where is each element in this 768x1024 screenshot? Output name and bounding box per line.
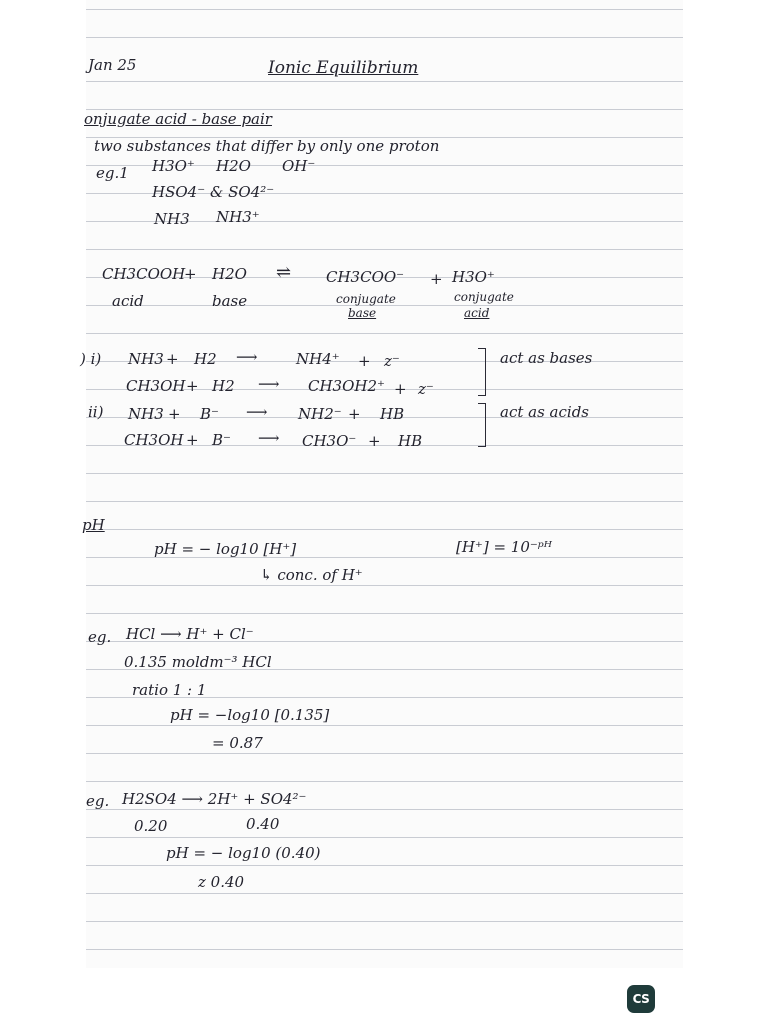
reaction-plus: + bbox=[394, 380, 407, 398]
reaction-byproduct: z⁻ bbox=[418, 380, 434, 398]
ph-formula-note: ↳ conc. of H⁺ bbox=[260, 566, 363, 584]
eq-lhs1: CH3COOH bbox=[102, 265, 186, 283]
group2-marker: ii) bbox=[88, 403, 104, 421]
example1-ph-line1: pH = −log10 [0.135] bbox=[170, 706, 330, 724]
reaction-plus: + bbox=[186, 377, 199, 395]
eq-rhs2: H3O⁺ bbox=[452, 268, 495, 286]
reaction-reagent: B⁻ bbox=[212, 431, 231, 449]
conjugate-heading: onjugate acid - base pair bbox=[84, 110, 272, 128]
row2-item1: HSO4⁻ bbox=[152, 183, 206, 201]
example1-ph-line2: = 0.87 bbox=[212, 734, 263, 752]
example2-label: eg. bbox=[86, 792, 110, 810]
page-title: Ionic Equilibrium bbox=[268, 58, 419, 78]
reaction-product: CH3OH2⁺ bbox=[308, 377, 385, 395]
label-acid: acid bbox=[112, 292, 144, 310]
equilibrium-arrow: ⇌ bbox=[276, 262, 292, 283]
label-conjugate-acid-1: conjugate bbox=[454, 290, 514, 304]
row1-item1: H3O⁺ bbox=[152, 157, 195, 175]
group1-note: act as bases bbox=[500, 349, 593, 367]
eq-lhs2: H2O bbox=[212, 265, 247, 283]
eg-label: eg.1 bbox=[96, 164, 129, 182]
label-conjugate-base-2: base bbox=[348, 306, 377, 320]
example1-concentration: 0.135 moldm⁻³ HCl bbox=[124, 653, 272, 671]
date: Jan 25 bbox=[88, 56, 137, 74]
group1-marker: ) i) bbox=[80, 350, 102, 368]
camscanner-logo: CS bbox=[627, 985, 655, 1013]
ph-formula: pH = − log10 [H⁺] bbox=[154, 540, 297, 558]
h-concentration-formula: [H⁺] = 10⁻ᵖᴴ bbox=[456, 538, 553, 556]
reaction-arrow: ⟶ bbox=[246, 403, 268, 421]
reaction-reagent: H2 bbox=[194, 350, 217, 368]
conjugate-definition: two substances that differ by only one proton bbox=[94, 137, 440, 155]
example1-label: eg. bbox=[88, 628, 112, 646]
reaction-row: CH3OH bbox=[126, 377, 186, 395]
eq-plus2: + bbox=[430, 270, 443, 288]
reaction-product: CH3O⁻ bbox=[302, 432, 357, 450]
reaction-row: NH3 bbox=[128, 350, 164, 368]
label-conjugate-base-1: conjugate bbox=[336, 292, 396, 306]
bracket bbox=[478, 403, 486, 447]
reaction-plus: + bbox=[358, 352, 371, 370]
reaction-row: NH3 bbox=[128, 405, 164, 423]
reaction-plus: + bbox=[348, 405, 361, 423]
reaction-arrow: ⟶ bbox=[236, 348, 258, 366]
row1-item2: H2O bbox=[216, 157, 251, 175]
example1-ratio: ratio 1 : 1 bbox=[132, 681, 207, 699]
reaction-plus: + bbox=[168, 405, 181, 423]
reaction-arrow: ⟶ bbox=[258, 429, 280, 447]
row1-item3: OH⁻ bbox=[282, 157, 316, 175]
example1-reaction: HCl ⟶ H⁺ + Cl⁻ bbox=[126, 625, 254, 643]
ph-heading: pH bbox=[82, 516, 105, 534]
reaction-plus: + bbox=[166, 350, 179, 368]
eq-plus1: + bbox=[184, 265, 197, 283]
reaction-byproduct: HB bbox=[380, 405, 405, 423]
reaction-plus: + bbox=[186, 431, 199, 449]
notebook-page bbox=[80, 0, 683, 968]
reaction-byproduct: HB bbox=[398, 432, 423, 450]
row3-item2: NH3⁺ bbox=[216, 208, 260, 226]
reaction-byproduct: z⁻ bbox=[384, 352, 400, 370]
label-conjugate-acid-2: acid bbox=[464, 306, 490, 320]
bracket bbox=[478, 348, 486, 396]
example2-value1: 0.20 bbox=[134, 817, 168, 835]
label-base: base bbox=[212, 292, 248, 310]
row3-item1: NH3 bbox=[154, 210, 190, 228]
reaction-row: CH3OH bbox=[124, 431, 184, 449]
eq-rhs1: CH3COO⁻ bbox=[326, 268, 405, 286]
row2-item2: & SO4²⁻ bbox=[210, 183, 275, 201]
reaction-reagent: H2 bbox=[212, 377, 235, 395]
example2-ph-line1: pH = − log10 (0.40) bbox=[166, 844, 321, 862]
reaction-arrow: ⟶ bbox=[258, 375, 280, 393]
reaction-product: NH2⁻ bbox=[298, 405, 342, 423]
example2-reaction: H2SO4 ⟶ 2H⁺ + SO4²⁻ bbox=[122, 790, 307, 808]
group2-note: act as acids bbox=[500, 403, 589, 421]
reaction-plus: + bbox=[368, 432, 381, 450]
example2-value2: 0.40 bbox=[246, 815, 280, 833]
reaction-reagent: B⁻ bbox=[200, 405, 219, 423]
reaction-product: NH4⁺ bbox=[296, 350, 340, 368]
example2-ph-line2: z 0.40 bbox=[198, 873, 245, 891]
